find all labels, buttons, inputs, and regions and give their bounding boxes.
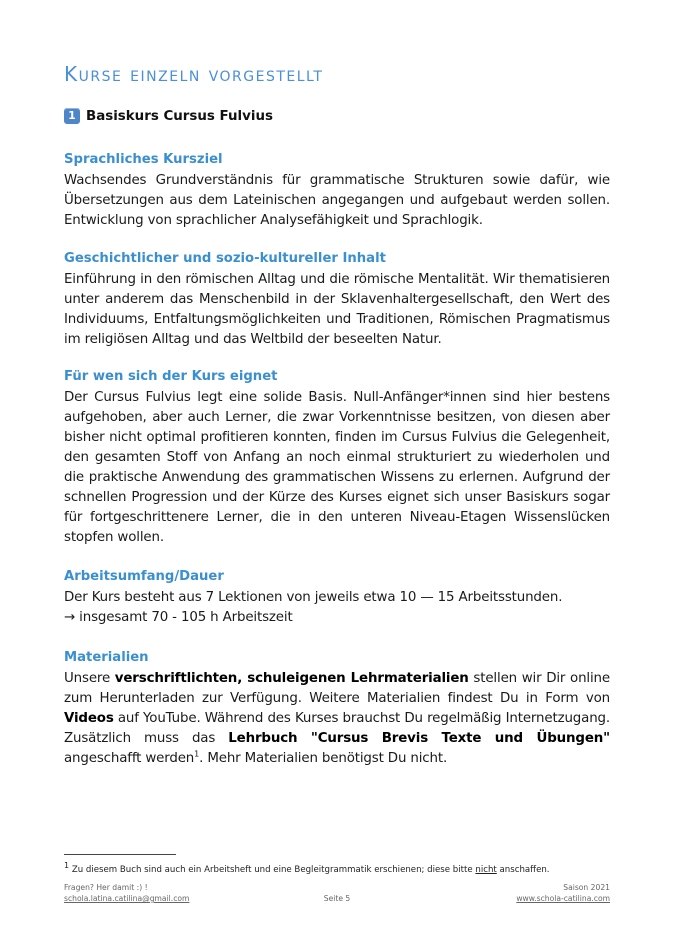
section-zielgruppe (64, 367, 610, 548)
section-heading: Materialien (64, 650, 149, 665)
course-heading (64, 108, 273, 124)
section-geschichtlicher-inhalt (64, 249, 610, 350)
section-materialien (64, 648, 610, 769)
footer-season: Saison 2021 (563, 883, 610, 892)
emphasis-lehrbuch: Lehrbuch "Cursus Brevis Texte und Übungen" (228, 731, 610, 746)
section-heading: Für wen sich der Kurs eignet (64, 369, 278, 384)
section-arbeitsumfang (64, 567, 610, 628)
section-sprachliches-kursziel (64, 150, 610, 231)
number-one-icon: 1 (64, 108, 80, 124)
footnote: $^1$ Zu diesem Buch sind auch ein Arbeitsheft und eine Begleitgrammatik erschienen; diese bitte nicht anschaffen. (64, 861, 550, 875)
emphasis-videos: Videos (64, 711, 114, 726)
page-title: Kurse einzeln vorgestellt (64, 62, 324, 86)
section-body: Wachsendes Grundverständnis für grammatische Strukturen sowie dafür, wie Übersetzungen aus dem Lateinischen angegangen und aufgebaut werden sollen. Entwicklung von sprachlicher Analysefähigkeit und Sprachlogik. (64, 173, 610, 228)
emphasis-lehrmaterialien: verschriftlichten, schuleigenen Lehrmaterialien (114, 671, 469, 686)
footer-website-link[interactable]: www.schola-catilina.com (516, 894, 610, 903)
section-heading: Sprachliches Kursziel (64, 152, 223, 167)
footnote-reference[interactable]: 1 (194, 749, 200, 759)
section-heading: Geschichtlicher und sozio-kultureller Inhalt (64, 251, 386, 266)
section-body: Unsere verschriftlichten, schuleigenen Lehrmaterialien stellen wir Dir online zum Herunterladen zur Verfügung. Weitere Materialien findest Du in Form von Videos auf YouTube. Während des Kurses brauchst Du regelmäßig Internetzugang. Zusätzlich muss das Lehrbuch "Cursus Brevis Texte und Übungen" angeschafft werden$^1$. Mehr Materialien benötigst Du nicht. (64, 671, 610, 766)
section-body: Einführung in den römischen Alltag und die römische Mentalität. Wir thematisieren unter anderem das Menschenbild in der Sklavenhaltergesellschaft, den Wert des Individuums, Entfaltungsmöglichkeiten und Traditionen, Römischen Pragmatismus im religiösen Alltag und das Weltbild der beseelten Natur. (64, 272, 610, 347)
footer-question: Fragen? Her damit :) ! (64, 883, 148, 892)
duration-line: Der Kurs besteht aus 7 Lektionen von jeweils etwa 10 — 15 Arbeitsstunden. (64, 590, 563, 605)
section-heading: Arbeitsumfang/Dauer (64, 569, 224, 584)
page-number: Seite 5 (323, 894, 351, 903)
footer-email-link[interactable]: schola.latina.catilina@gmail.com (64, 894, 190, 903)
course-title: Basiskurs Cursus Fulvius (86, 108, 273, 124)
footnote-divider (64, 854, 176, 855)
section-body: Der Cursus Fulvius legt eine solide Basis. Null-Anfänger*innen sind hier bestens aufgehoben, aber auch Lerner, die zwar Vorkenntnisse besitzen, von diesen aber bisher nicht optimal profitieren konnten, finden im Cursus Fulvius die Gelegenheit, den gesamten Stoff von Anfang an noch einmal strukturiert zu wiederholen und die praktische Anwendung des grammatischen Wissens zu erlernen. Aufgrund der schnellen Progression und der Kürze des Kurses eignet sich unser Basiskurs sogar für fortgeschrittenere Lerner, die in den unteren Niveau-Etagen Wissenslücken stopfen wollen. (64, 390, 610, 545)
total-hours-line: → insgesamt 70 - 105 h Arbeitszeit (64, 610, 293, 625)
